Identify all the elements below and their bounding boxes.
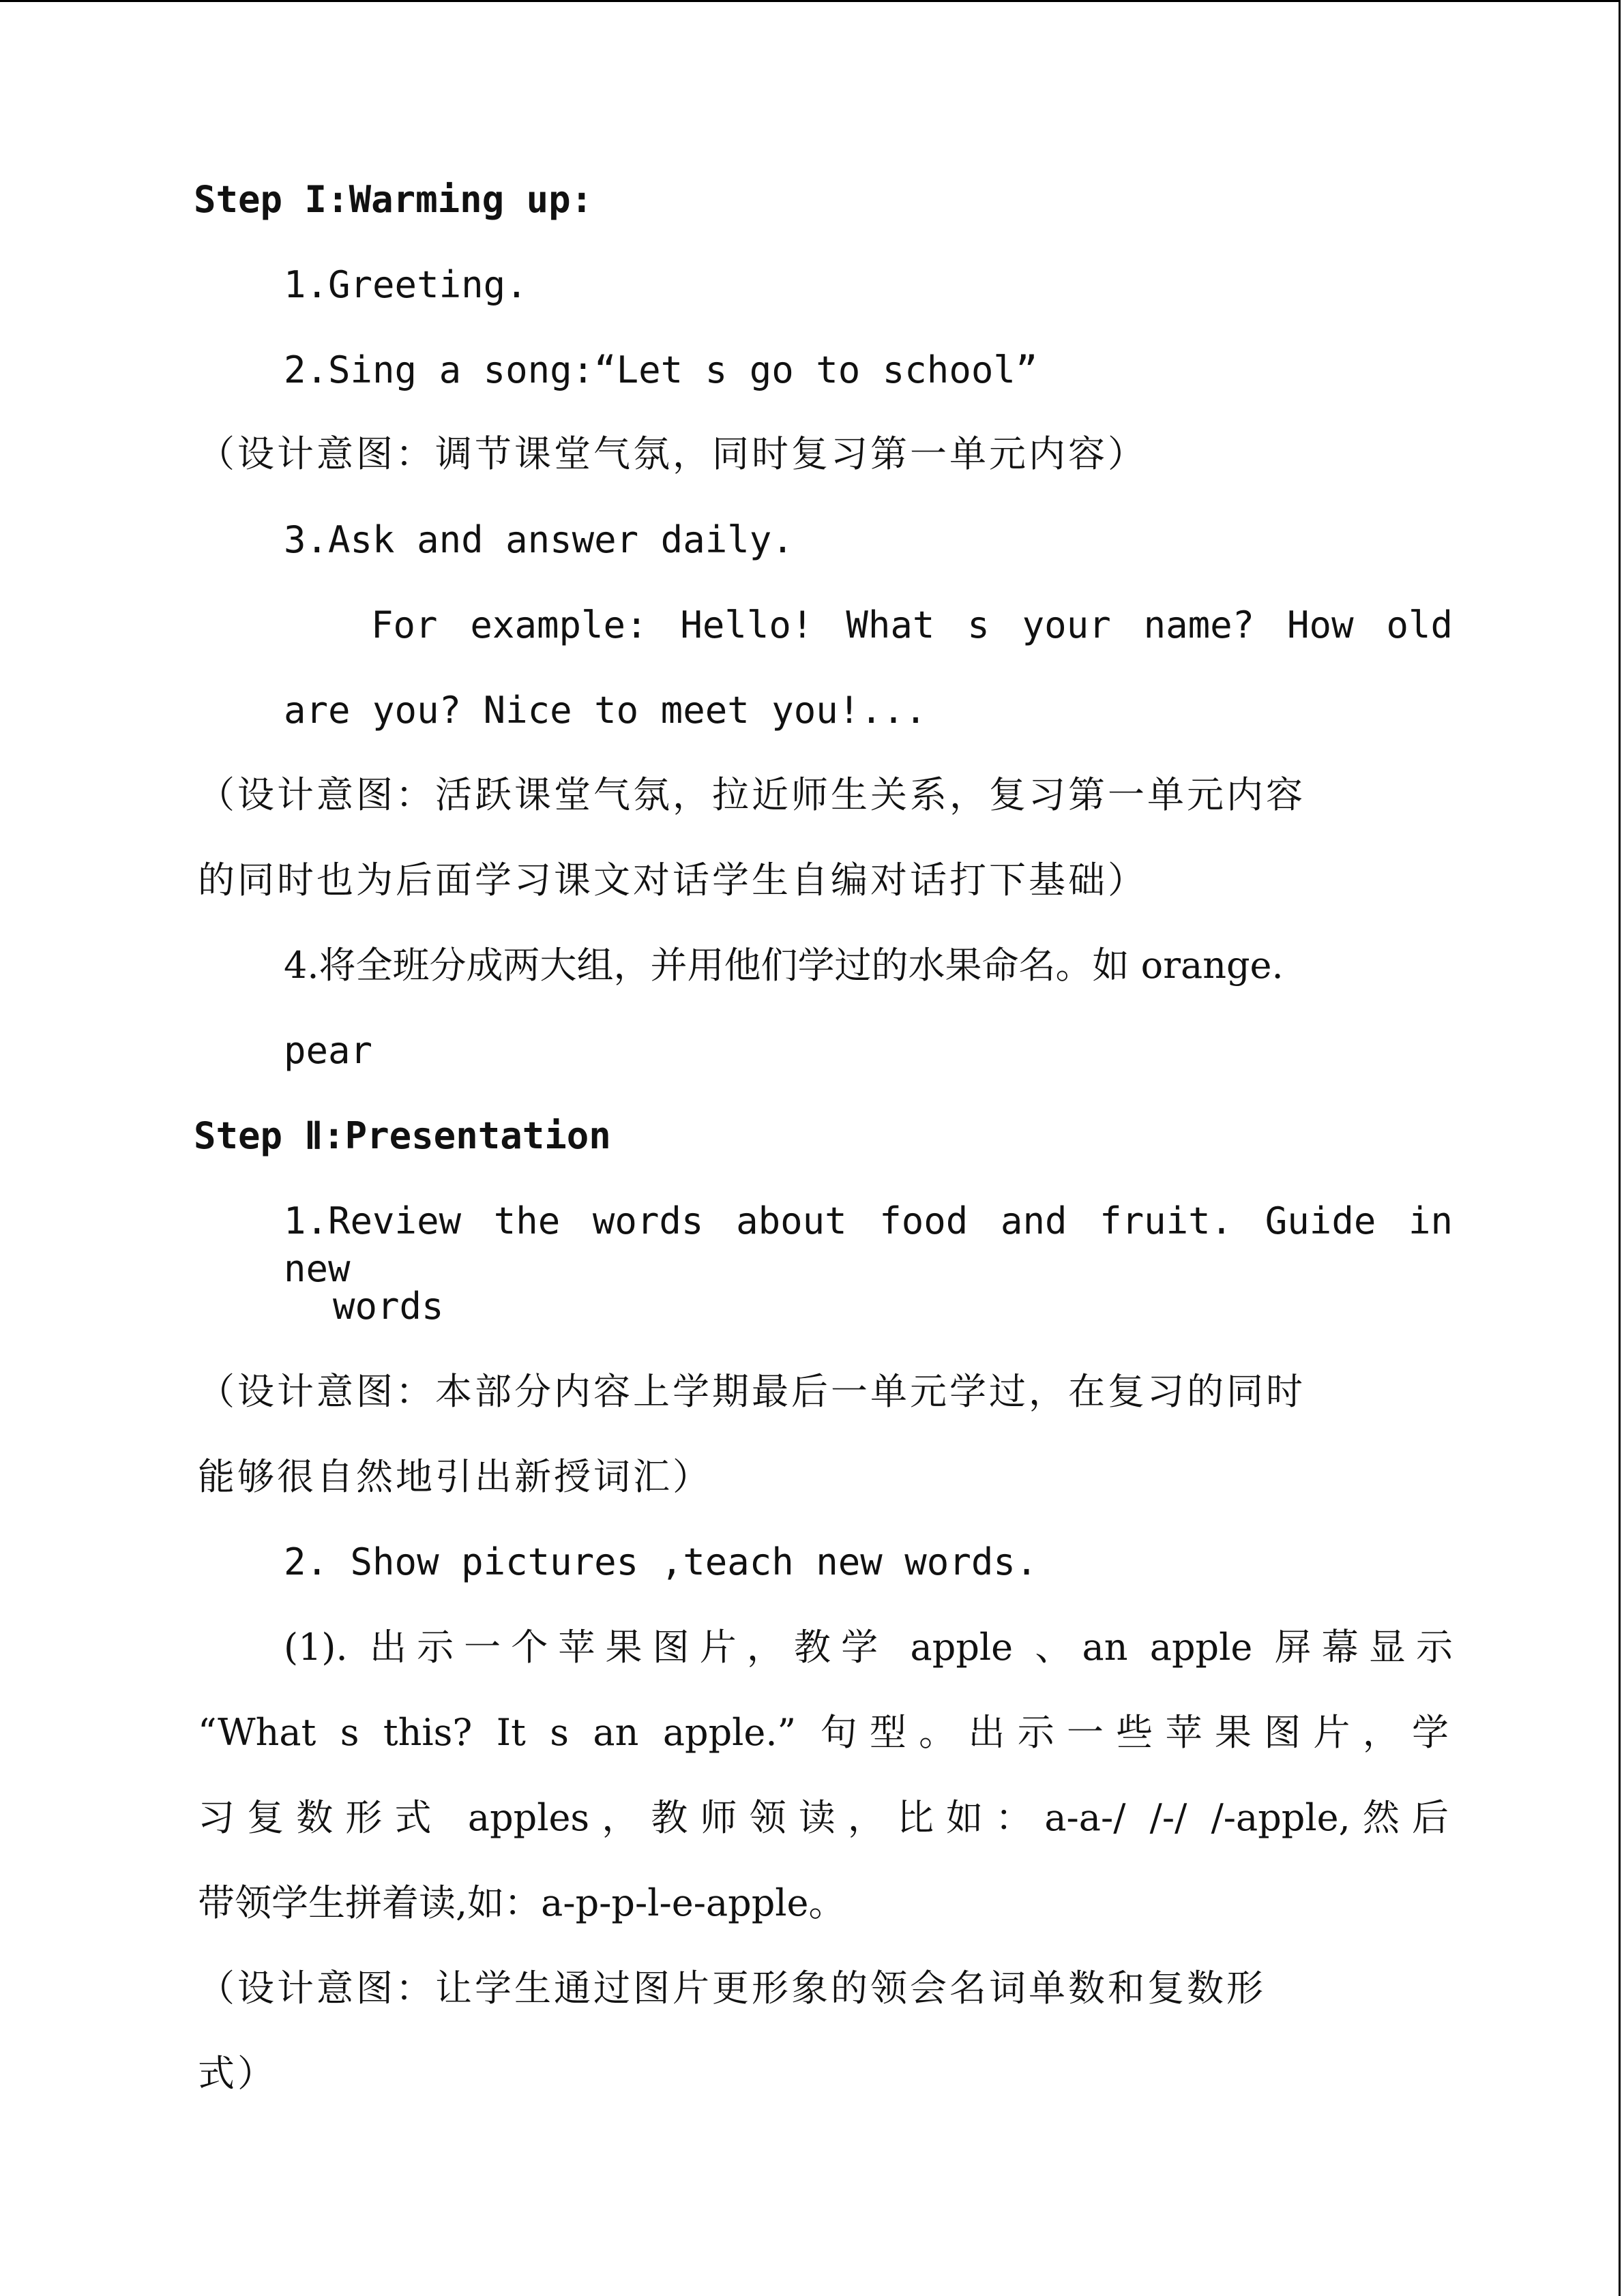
step1-design-note-1: （设计意图：调节课堂气氛，同时复习第一单元内容） [198, 432, 1147, 475]
step2-sub1-line-2: “What s this? It s an apple.” 句型。出示一些苹果图片，学 [198, 1711, 1449, 1754]
step1-design-note-2-line-2: 的同时也为后面学习课文对话学生自编对话打下基础） [198, 859, 1147, 901]
step1-item-groups-line-1: 4.将全班分成两大组，并用他们学过的水果命名。如 orange. [284, 944, 1284, 987]
step2-design-note-2-line-1: （设计意图：让学生通过图片更形象的领会名词单数和复数形 [198, 1967, 1266, 2010]
step2-item-review-line-2: words [333, 1285, 444, 1328]
step2-design-note-1-line-1: （设计意图：本部分内容上学期最后一单元学过，在复习的同时 [198, 1370, 1305, 1413]
step2-design-note-2-line-2: 式） [198, 2052, 277, 2095]
step2-heading: Step Ⅱ:Presentation [194, 1114, 611, 1157]
step1-design-note-2-line-1: （设计意图：活跃课堂气氛，拉近师生关系，复习第一单元内容 [198, 773, 1305, 816]
step1-item-ask-answer: 3.Ask and answer daily. [284, 518, 794, 561]
step2-sub1-line-3: 习复数形式 apples，教师领读，比如：a-a-/ /-/ /-apple,然后 [198, 1796, 1449, 1839]
step1-item-groups-line-2: pear [284, 1029, 373, 1072]
step2-design-note-1-line-2: 能够很自然地引出新授词汇） [198, 1455, 712, 1498]
step2-item-review-line-1: 1.Review the words about food and fruit. Guide in new [284, 1199, 1453, 1290]
step2-sub1-line-1: (1). 出示一个苹果图片，教学 apple 、an apple 屏幕显示 [284, 1626, 1453, 1669]
step1-heading: Step I:Warming up: [194, 178, 593, 221]
step2-sub1-line-4: 带领学生拼着读,如：a-p-p-l-e-apple。 [198, 1881, 846, 1924]
step1-item-greeting: 1.Greeting. [284, 263, 528, 306]
step1-example-line-1: For example: Hello! What s your name? How old [371, 603, 1453, 646]
step2-item-show-pictures: 2. Show pictures ,teach new words. [284, 1540, 1038, 1583]
step1-example-line-2: are you? Nice to meet you!... [284, 689, 927, 732]
step1-item-sing-song: 2.Sing a song:“Let s go to school” [284, 348, 1038, 391]
